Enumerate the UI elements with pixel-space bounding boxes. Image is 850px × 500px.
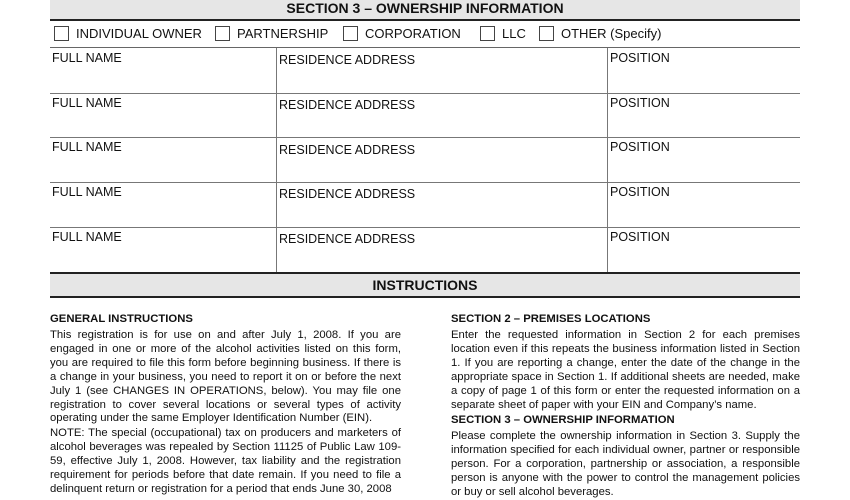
checkbox-individual-owner[interactable]: [54, 26, 202, 41]
checkbox-square-icon[interactable]: [539, 26, 554, 41]
full-name-field-4[interactable]: FULL NAME: [52, 185, 122, 199]
residence-address-field-1[interactable]: RESIDENCE ADDRESS: [279, 53, 416, 67]
checkbox-square-icon[interactable]: [215, 26, 230, 41]
residence-address-field-4[interactable]: RESIDENCE ADDRESS: [279, 187, 416, 201]
checkbox-label: CORPORATION: [365, 26, 461, 41]
column-divider: [276, 48, 277, 272]
column-divider: [607, 48, 608, 272]
general-instructions-heading: GENERAL INSTRUCTIONS: [50, 313, 193, 325]
checkbox-llc[interactable]: [480, 26, 526, 41]
section3-instructions-heading: SECTION 3 – OWNERSHIP INFORMATION: [451, 414, 675, 426]
checkbox-square-icon[interactable]: [343, 26, 358, 41]
residence-address-field-3[interactable]: RESIDENCE ADDRESS: [279, 143, 416, 157]
full-name-field-2[interactable]: FULL NAME: [52, 96, 122, 110]
section2-text: Enter the requested information in Section 2 for each premises location even if this repeats the business information listed in Section 1. If you are reporting a change, enter the date of the change in the appropriate space in Section 1. If additional sheets are needed, make a copy of page 1 of this form or enter the requested information on a separate sheet of paper with your EIN and Company’s name.: [451, 329, 800, 411]
full-name-field-5[interactable]: FULL NAME: [52, 230, 122, 244]
checkbox-label: PARTNERSHIP: [237, 26, 329, 41]
row-divider: [50, 227, 800, 228]
residence-address-field-2[interactable]: RESIDENCE ADDRESS: [279, 98, 416, 112]
ownership-type-row: [50, 21, 800, 48]
section2-heading: SECTION 2 – PREMISES LOCATIONS: [451, 313, 651, 325]
position-field-5[interactable]: POSITION: [610, 230, 670, 244]
checkbox-partnership[interactable]: [215, 26, 328, 41]
checkbox-label: LLC: [502, 26, 526, 41]
position-field-3[interactable]: POSITION: [610, 140, 670, 154]
instructions-title: INSTRUCTIONS: [50, 272, 800, 298]
position-field-1[interactable]: POSITION: [610, 51, 670, 65]
full-name-field-1[interactable]: FULL NAME: [52, 51, 122, 65]
full-name-field-3[interactable]: FULL NAME: [52, 140, 122, 154]
residence-address-field-5[interactable]: RESIDENCE ADDRESS: [279, 232, 416, 246]
checkbox-other[interactable]: [539, 26, 661, 41]
general-instructions-text: This registration is for use on and after July 1, 2008. If you are engaged in one or more of the alcohol activities listed on this form, you are required to file this form before beginning business. If there is a change in your business, you need to report it on or before the next July 1 (see CHANGES IN OPERATIONS, below). You may file one registration to cover several locations or several types of activity operating under the same Employer Identification Number (EIN).: [50, 329, 401, 425]
general-instructions-note: NOTE: The special (occupational) tax on producers and marketers of alcohol beverages was repealed by Section 11125 of Public Law 109-59, effective July 1, 2008. However, tax liability and the registration requirement for periods before that date remain. If you need to file a delinquent return or registration for a period that ends June 30, 2008: [50, 427, 401, 495]
position-field-2[interactable]: POSITION: [610, 96, 670, 110]
checkbox-corporation[interactable]: [343, 26, 461, 41]
section3-instructions-text: Please complete the ownership information in Section 3. Supply the information specified for each individual owner, partner or responsible person. For a corporation, partnership or association, a responsible person is anyone with the power to control the management policies or buy or sell alcohol beverages.: [451, 430, 800, 498]
section3-title: SECTION 3 – OWNERSHIP INFORMATION: [50, 0, 800, 21]
row-divider: [50, 137, 800, 138]
checkbox-square-icon[interactable]: [480, 26, 495, 41]
checkbox-label: INDIVIDUAL OWNER: [76, 26, 202, 41]
row-divider: [50, 93, 800, 94]
checkbox-label: OTHER (Specify): [561, 26, 662, 41]
row-divider: [50, 182, 800, 183]
position-field-4[interactable]: POSITION: [610, 185, 670, 199]
checkbox-square-icon[interactable]: [54, 26, 69, 41]
